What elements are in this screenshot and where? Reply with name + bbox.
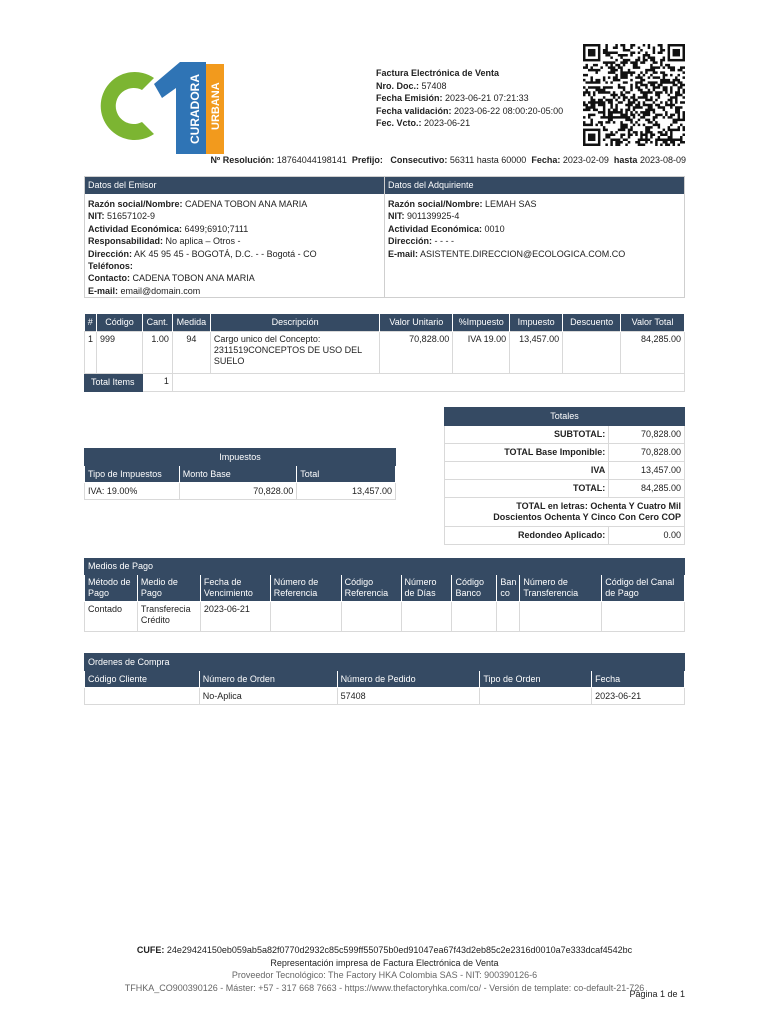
taxes-title: Impuestos	[85, 449, 396, 466]
emisor-block: Datos del Emisor Razón social/Nombre: CADENA TOBON ANA MARIA NIT: 51657102-9 Actividad Económica: 6499;6910;7111 Responsabilidad: No aplica – Otros - Dirección: AK 45 95 45 - BOGOTÁ, D.C. - - Bogotá - CO Teléfonos: Contacto: CADENA TOBON ANA MARIA E-mail: email@domain.com	[85, 177, 385, 297]
emisor-title: Datos del Emisor	[85, 177, 384, 194]
table-row: 1 999 1.00 94 Cargo unico del Concepto: 2311519CONCEPTOS DE USO DEL SUELO 70,828.00 IVA 19.00 13,457.00 84,285.00	[85, 331, 685, 373]
taxes-table: Impuestos Tipo de Impuestos Monto Base Total IVA: 19.00% 70,828.00 13,457.00	[84, 448, 396, 500]
logo-sub2: URBANA	[210, 82, 222, 130]
company-logo	[84, 54, 234, 158]
table-row: Contado Transferecia Crédito 2023-06-21	[85, 602, 685, 632]
payment-title: Medios de Pago	[85, 559, 685, 575]
total-items-row: Total Items 1	[85, 373, 685, 391]
items-table	[84, 314, 685, 392]
footer: CUFE: 24e29424150eb059ab5a82f0770d2932c85c599ff55075b0ed91047ea67f43d2eb85c2e2316d0010a7e333dcaf4542bc Representación impresa de Factura Electrónica de Venta Proveedor Tecnológico: The Factory HKA Colombia SAS - NIT: 900390126-6 TFHKA_CO900390126 - Máster: +57 - 317 668 7663 - https://www.thefactoryhka.com/co/ - Versión de template: co-default-21-726	[84, 944, 685, 994]
issue-date: 2023-06-21 07:21:33	[445, 93, 529, 103]
parties-section	[84, 176, 685, 298]
validation-date: 2023-06-22 08:00:20-05:00	[454, 105, 564, 116]
provider-info: TFHKA_CO900390126 - Máster: +57 - 317 668 7663 - https://www.thefactoryhka.com/co/ - Versión de template: co-default-21-726	[124, 982, 645, 993]
adquiriente-block: Datos del Adquiriente Razón social/Nombre: LEMAH SAS NIT: 901139925-4 Actividad Económica: 0010 Dirección: - - - - E-mail: ASISTENTE.DIRECCION@ECOLOGICA.COM.CO	[385, 177, 684, 297]
orders-title: Ordenes de Compra	[85, 654, 685, 671]
subtotal-value: 70,828.00	[609, 426, 685, 444]
qr-code	[583, 44, 685, 148]
payment-table: Medios de Pago Método de Pago Medio de Pago Fecha de Vencimiento Número de Referencia Código Referencia Número de Días Código Banco Ban co Número de Transferencia Código del Canal de Pago Contado Transferecia Crédito 2023-06-21	[84, 558, 685, 632]
due-date: 2023-06-21	[424, 118, 471, 128]
total-in-words: TOTAL en letras: Ochenta Y Cuatro Mil Doscientos Ochenta Y Cinco Con Cero COP	[445, 498, 685, 527]
resolution-line: Nº Resolución: 18764044198141 Prefijo: Consecutivo: 56311 hasta 60000 Fecha: 2023-02-09 hasta 2023-08-09	[210, 155, 686, 165]
doc-number: 57408	[421, 80, 447, 91]
logo-sub1: CURADORA	[188, 74, 202, 144]
adquiriente-title: Datos del Adquiriente	[385, 177, 684, 194]
page-number: Página 1 de 1	[629, 989, 685, 999]
totals-title: Totales	[445, 408, 685, 426]
items-header-row: # Código Cant. Medida Descripción Valor Unitario %Impuesto Impuesto Descuento Valor Total	[85, 314, 685, 331]
emisor-email: email@domain.com	[120, 285, 201, 296]
document-meta: Factura Electrónica de Venta Nro. Doc.: 57408 Fecha Emisión: 2023-06-21 07:21:33 Fecha validación: 2023-06-22 08:00:20-05:00 Fec. Vcto.: 2023-06-21	[376, 67, 576, 130]
table-row: IVA: 19.00% 70,828.00 13,457.00	[85, 483, 396, 500]
table-row: No-Aplica 57408 2023-06-21	[85, 688, 685, 705]
adquiriente-email: ASISTENTE.DIRECCION@ECOLOGICA.COM.CO	[420, 248, 626, 259]
cufe-value: 24e29424150eb059ab5a82f0770d2932c85c599ff55075b0ed91047ea67f43d2eb85c2e2316d0010a7e333dcaf4542bc	[166, 945, 633, 955]
document-type: Factura Electrónica de Venta	[376, 68, 500, 78]
orders-table: Ordenes de Compra Código Cliente Número de Orden Número de Pedido Tipo de Orden Fecha No-Aplica 57408 2023-06-21	[84, 653, 685, 705]
total-value: 84,285.00	[609, 480, 685, 498]
totals-table: Totales SUBTOTAL: 70,828.00 TOTAL Base Imponible: 70,828.00 IVA 13,457.00 TOTAL: 84,285.00 TOTAL en letras: Ochenta Y Cuatro Mil Doscientos Ochenta Y Cinco Con Cero COP Redondeo Aplicado: 0.00	[444, 407, 685, 545]
